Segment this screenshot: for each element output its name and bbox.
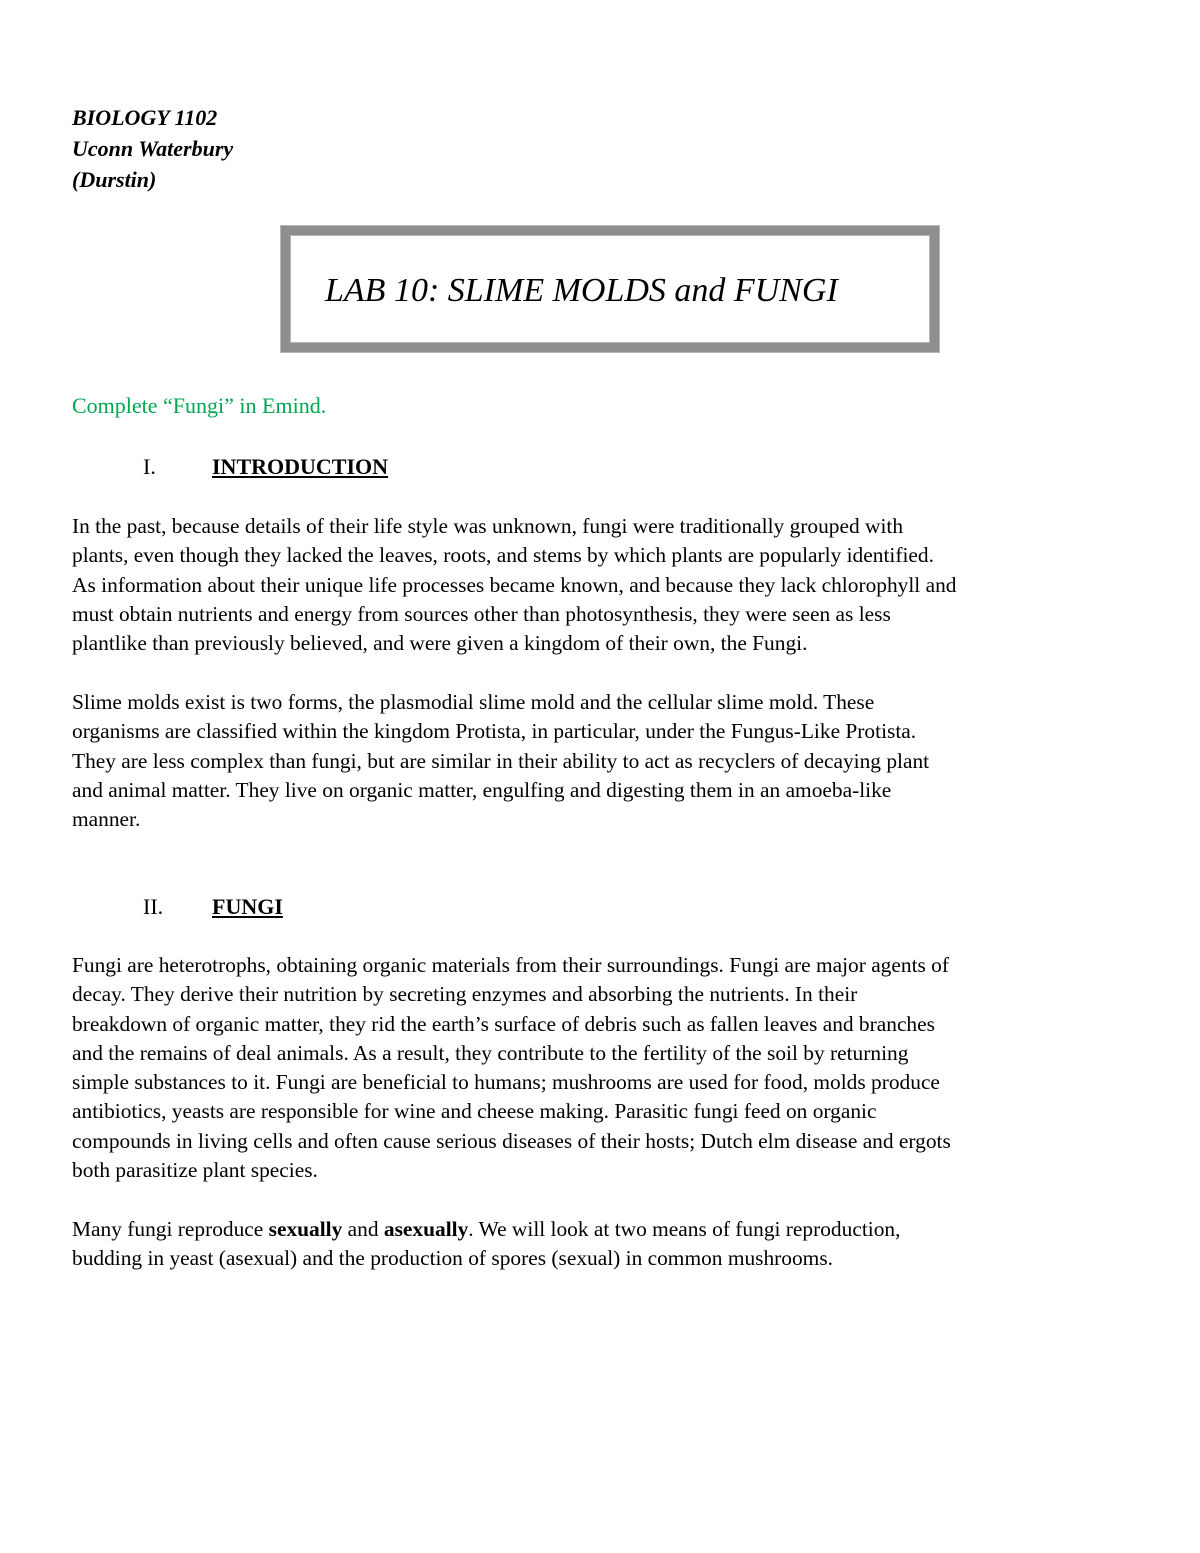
fungi-paragraph-1: [72, 951, 1142, 1185]
paragraph-line: Fungi are heterotrophs, obtaining organic materials from their surroundings. Fungi are major agents of: [72, 953, 950, 977]
emind-instruction: Complete “Fungi” in Emind.: [72, 393, 327, 418]
paragraph-line: decay. They derive their nutrition by secreting enzymes and absorbing the nutrients. In their: [72, 982, 858, 1007]
section-number: II.: [143, 894, 164, 919]
paragraph-line: simple substances to it. Fungi are beneficial to humans; mushrooms are used for food, molds produce: [72, 1070, 940, 1095]
campus-name: Uconn Waterbury: [72, 136, 234, 161]
lab-title: LAB 10: SLIME MOLDS and FUNGI: [325, 272, 838, 309]
paragraph-line: manner.: [72, 807, 141, 832]
paragraph-line: They are less complex than fungi, but are similar in their ability to act as recyclers of decaying plant: [72, 748, 930, 773]
text-run: . We will look at two means of fungi reproduction,: [468, 1217, 901, 1241]
section-title: INTRODUCTION: [212, 454, 389, 479]
course-header: [72, 102, 233, 195]
intro-paragraph-1: [72, 512, 1142, 658]
paragraph-line: plants, even though they lacked the leaves, roots, and stems by which plants are popularly identified.: [72, 543, 934, 568]
paragraph-line: and animal matter. They live on organic matter, engulfing and digesting them in an amoeba-like: [72, 777, 892, 802]
paragraph-line: must obtain nutrients and energy from sources other than photosynthesis, they were seen as less: [72, 601, 891, 626]
paragraph-line: In the past, because details of their life style was unknown, fungi were traditionally grouped with: [72, 514, 904, 538]
section-heading-fungi: [143, 893, 283, 921]
paragraph-line: Slime molds exist is two forms, the plasmodial slime mold and the cellular slime mold. These: [72, 690, 875, 714]
lab-title-box: [281, 226, 939, 352]
paragraph-line: budding in yeast (asexual) and the production of spores (sexual) in common mushrooms.: [72, 1246, 833, 1271]
instructor-name: (Durstin): [72, 167, 157, 192]
course-code: BIOLOGY 1102: [72, 105, 218, 130]
paragraph-line: antibiotics, yeasts are responsible for wine and cheese making. Parasitic fungi feed on organic: [72, 1099, 877, 1124]
emphasis-sexually: sexually: [268, 1217, 343, 1241]
paragraph-line: plantlike than previously believed, and were given a kingdom of their own, the Fungi.: [72, 631, 808, 656]
paragraph-line: compounds in living cells and often cause serious diseases of their hosts; Dutch elm disease and ergots: [72, 1128, 951, 1153]
paragraph-line: both parasitize plant species.: [72, 1158, 318, 1183]
section-number: I.: [143, 454, 156, 479]
fungi-paragraph-2: [72, 1215, 1142, 1274]
text-run: Many fungi reproduce: [72, 1217, 269, 1241]
intro-paragraph-2: [72, 688, 1142, 834]
paragraph-line: organisms are classified within the kingdom Protista, in particular, under the Fungus-Like Protista.: [72, 719, 917, 744]
paragraph-line: and the remains of deal animals. As a result, they contribute to the fertility of the soil by returning: [72, 1040, 909, 1065]
paragraph-line: breakdown of organic matter, they rid the earth’s surface of debris such as fallen leaves and branches: [72, 1011, 935, 1036]
emphasis-asexually: asexually: [383, 1217, 469, 1241]
text-run: and: [342, 1217, 384, 1241]
section-title: FUNGI: [212, 894, 283, 919]
paragraph-line: As information about their unique life processes became known, and because they lack chlorophyll and: [72, 572, 957, 597]
section-heading-introduction: [143, 453, 388, 481]
paragraph-line: [72, 1215, 1142, 1244]
